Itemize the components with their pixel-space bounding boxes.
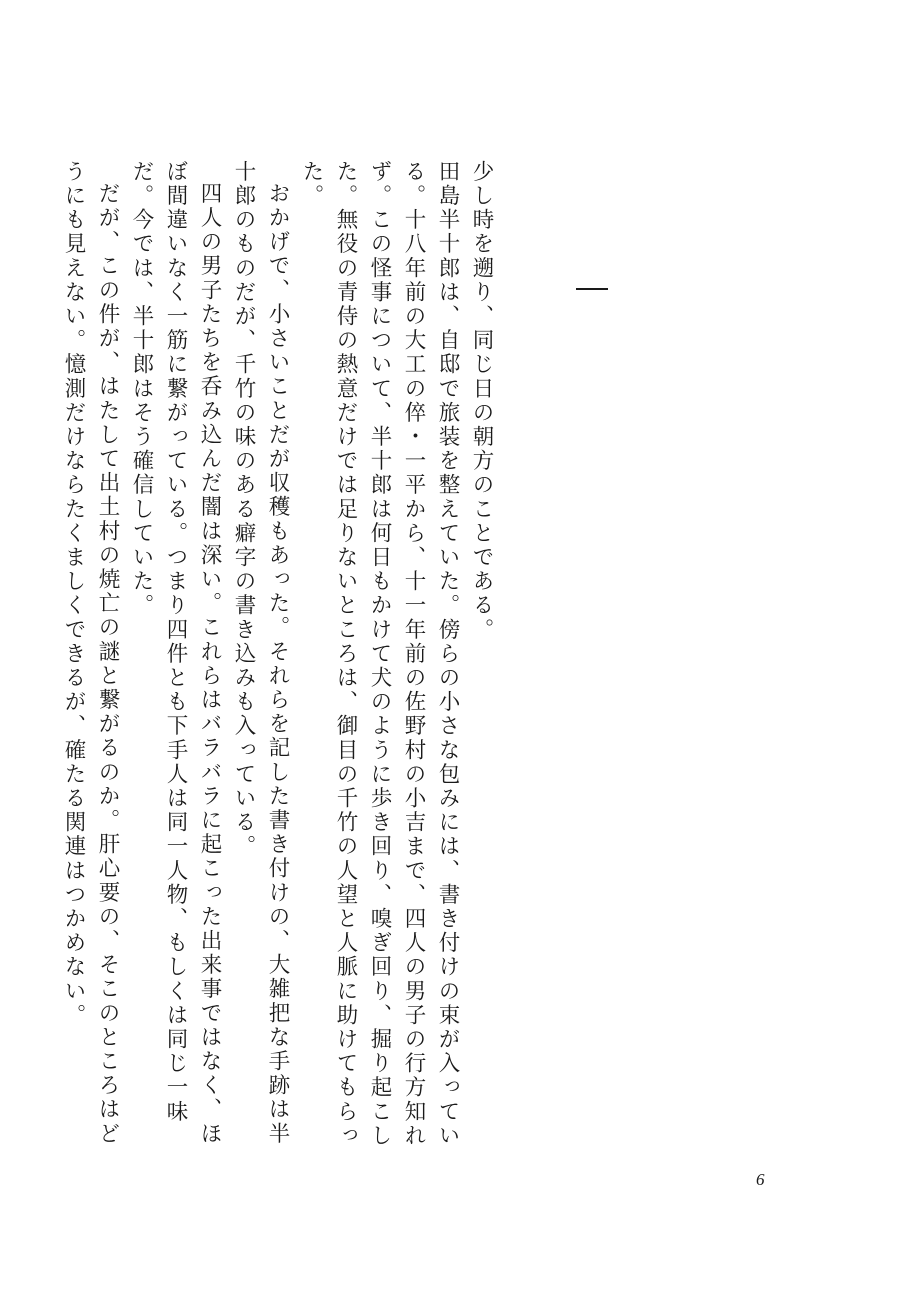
paragraph: 田島半十郎は、自邸で旅装を整えていた。傍らの小さな包みには、書き付けの束が入っている。十八年前の大工の倅・一平から、十一年前の佐野村の小吉まで、四人の男子の行方知れず。この怪事について、半十郎は何日もかけて犬のように歩き回り、嗅ぎ回り、掘り起こした。無役の青侍の熱意だけでは足りないところは、御目の千竹の人望と人脈に助けてもらった。 bbox=[299, 160, 460, 1149]
page-number: 6 bbox=[756, 1170, 765, 1189]
chapter-heading-glyph bbox=[576, 288, 608, 290]
chapter-heading-text bbox=[576, 280, 577, 281]
chapter-heading bbox=[576, 280, 608, 300]
paragraph: おかげで、小さいことだが収穫もあった。それらを記した書き付けの、大雑把な手跡は半十郎のものだが、千竹の味のある癖字の書き込みも入っている。 bbox=[231, 160, 290, 1146]
paragraph: 少し時を遡り、同じ日の朝方のことである。 bbox=[469, 160, 494, 642]
paragraph: 四人の男子たちを呑み込んだ闇は深い。これらはバラバラに起こった出来事ではなく、ほぼ間違いなく一筋に繋がっている。つまり四件とも下手人は同一人物、もしくは同じ一味だ。今では、半十郎はそう確信していた。 bbox=[129, 160, 222, 1146]
vertical-body-text bbox=[56, 160, 498, 1160]
paragraph: だが、この件が、はたして出土村の焼亡の謎と繋がるのか。肝心要の、そこのところはどうにも見えない。憶測だけならたくましくできるが、確たる関連はつかめない。 bbox=[61, 160, 120, 1146]
